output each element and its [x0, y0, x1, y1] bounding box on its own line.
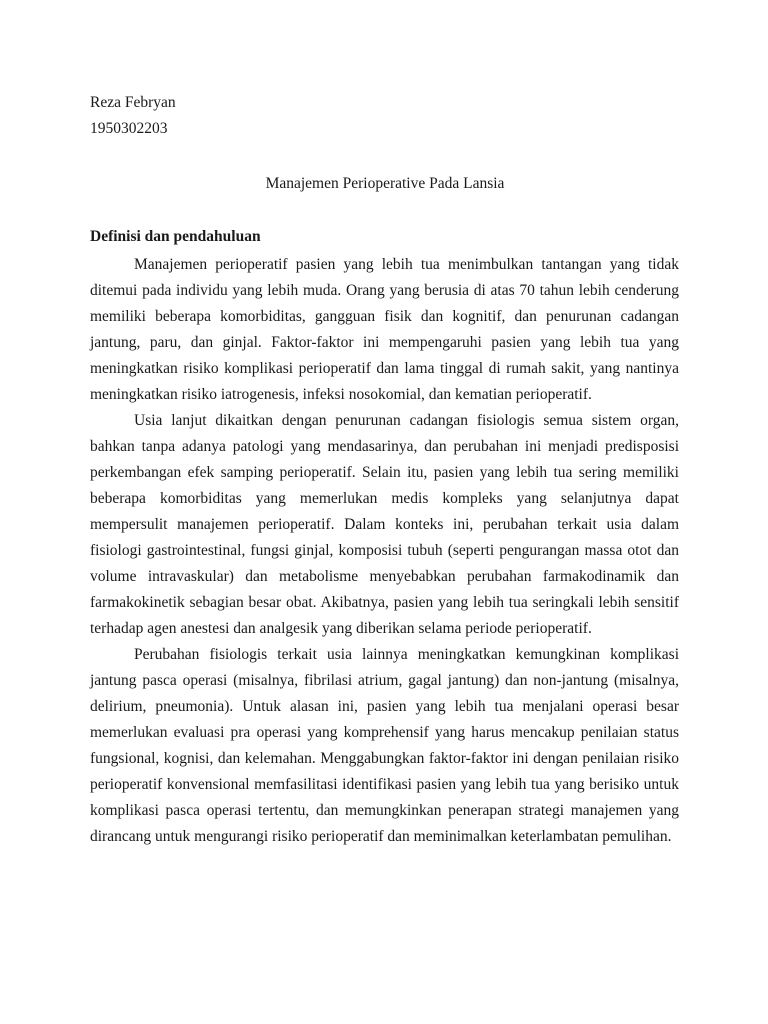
paragraph: Usia lanjut dikaitkan dengan penurunan cadangan fisiologis semua sistem organ, bahkan tanpa adanya patologi yang mendasarinya, dan perubahan ini menjadi predisposisi perkembangan efek samping perioperatif. Selain itu, pasien yang lebih tua sering memiliki beberapa komorbiditas yang memerlukan medis kompleks yang selanjutnya dapat mempersulit manajemen perioperatif. Dalam konteks ini, perubahan terkait usia dalam fisiologi gastrointestinal, fungsi ginjal, komposisi tubuh (seperti pengurangan massa otot dan volume intravaskular) dan metabolisme menyebabkan perubahan farmakodinamik dan farmakokinetik sebagian besar obat. Akibatnya, pasien yang lebih tua seringkali lebih sensitif terhadap agen anestesi dan analgesik yang diberikan selama periode perioperatif.: [90, 412, 679, 637]
paragraph: Perubahan fisiologis terkait usia lainnya meningkatkan kemungkinan komplikasi jantung pasca operasi (misalnya, fibrilasi atrium, gagal jantung) dan non-jantung (misalnya, delirium, pneumonia). Untuk alasan ini, pasien yang lebih tua menjalani operasi besar memerlukan evaluasi pra operasi yang komprehensif yang harus mencakup penilaian status fungsional, kognisi, dan kelemahan. Menggabungkan faktor-faktor ini dengan penilaian risiko perioperatif konvensional memfasilitasi identifikasi pasien yang lebih tua yang berisiko untuk komplikasi pasca operasi tertentu, dan memungkinkan penerapan strategi manajemen yang dirancang untuk mengurangi risiko perioperatif dan meminimalkan keterlambatan pemulihan.: [90, 646, 679, 845]
document-title: Manajemen Perioperative Pada Lansia: [265, 175, 505, 192]
student-id: 1950302203: [90, 120, 168, 137]
section-heading: Definisi dan pendahuluan: [90, 228, 261, 245]
author-name: Reza Febryan: [90, 94, 176, 111]
paragraph: Manajemen perioperatif pasien yang lebih tua menimbulkan tantangan yang tidak ditemui pada individu yang lebih muda. Orang yang berusia di atas 70 tahun lebih cenderung memiliki beberapa komorbiditas, gangguan fisik dan kognitif, dan penurunan cadangan jantung, paru, dan ginjal. Faktor-faktor ini mempengaruhi pasien yang lebih tua yang meningkatkan risiko komplikasi perioperatif dan lama tinggal di rumah sakit, yang nantinya meningkatkan risiko iatrogenesis, infeksi nosokomial, dan kematian perioperatif.: [90, 256, 679, 403]
document-body: [90, 252, 679, 850]
